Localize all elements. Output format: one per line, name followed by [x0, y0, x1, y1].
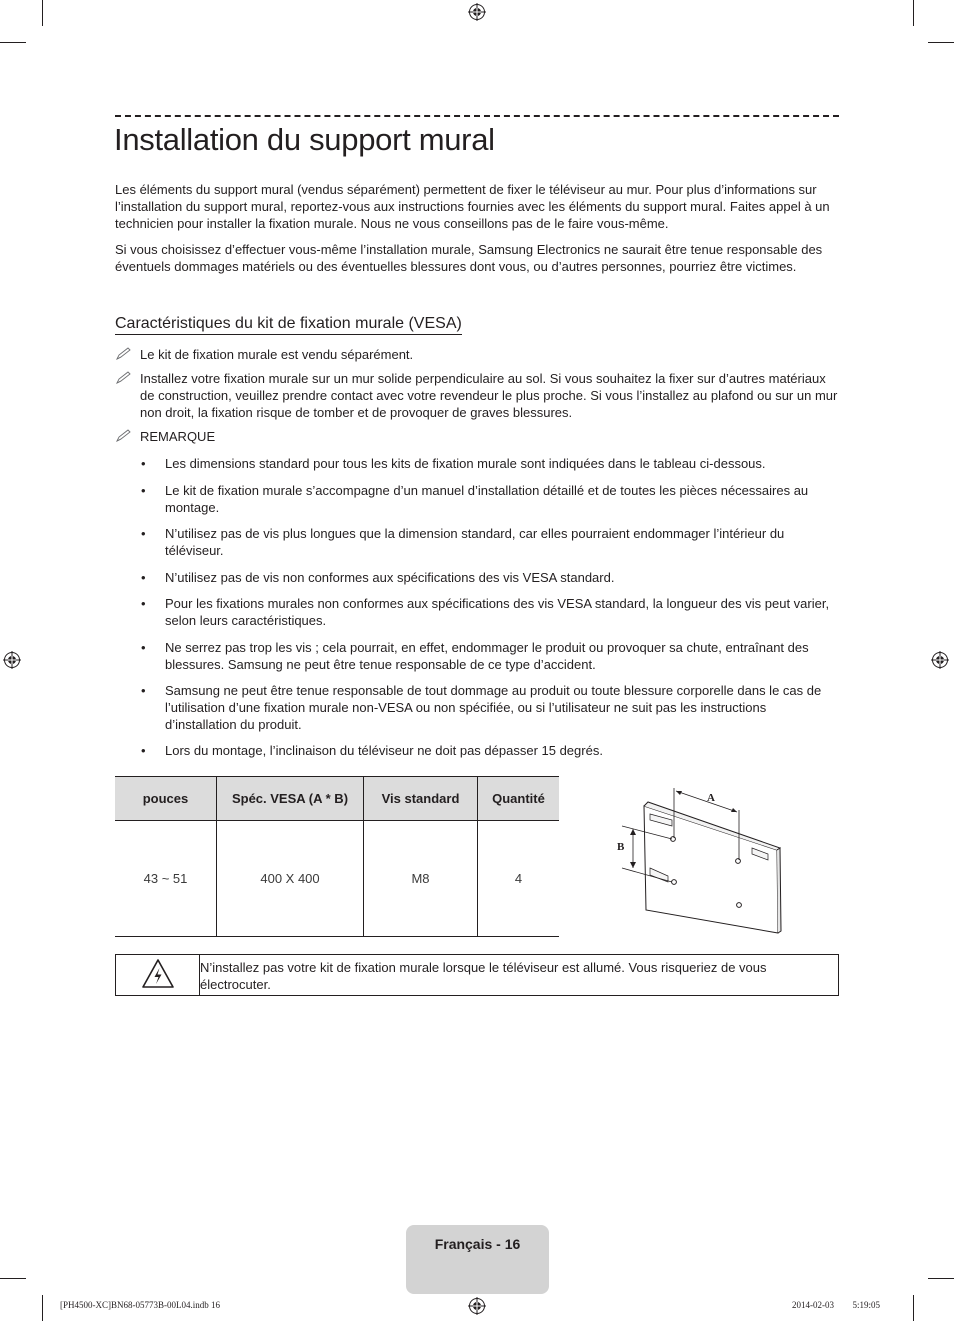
bullet-dot: •: [141, 683, 146, 698]
bullet-dot: •: [141, 743, 146, 758]
pencil-note-icon: [115, 429, 133, 443]
bullet-item: [141, 569, 839, 586]
page-title: Installation du support mural: [114, 122, 495, 157]
cell-vis-standard: M8: [364, 821, 478, 937]
bullet-text: Pour les fixations murales non conformes aux spécifications des vis VESA standard, la longueur des vis peut varier, selon leurs caractéristiques.: [165, 596, 830, 628]
page-label: Français - 16: [434, 1236, 521, 1252]
print-timestamp: 2014-02-03 ￿￿ 5:19:05: [792, 1300, 880, 1310]
bullet-item: [141, 682, 839, 733]
bullet-dot: •: [141, 456, 146, 471]
bullet-dot: •: [141, 596, 146, 611]
bullet-item: [141, 455, 839, 472]
pencil-note-icon: [115, 347, 133, 361]
column-header-quantite: Quantité: [478, 777, 560, 821]
bullet-item: [141, 482, 839, 516]
column-header-vesa-spec: Spéc. VESA (A * B): [217, 777, 364, 821]
bullet-item: [141, 525, 839, 559]
table-row: [115, 821, 559, 937]
warning-text: N’installez pas votre kit de fixation murale lorsque le téléviseur est allumé. Vous risqueriez de vous électrocuter.: [200, 960, 767, 992]
bullet-text: Les dimensions standard pour tous les kits de fixation murale sont indiquées dans le tableau ci-dessous.: [165, 456, 766, 471]
crop-mark: [913, 1295, 914, 1321]
bullet-dot: •: [141, 526, 146, 541]
cell-quantite: 4: [478, 821, 560, 937]
section-heading-vesa: Caractéristiques du kit de fixation murale (VESA): [115, 314, 462, 335]
bullet-dot: •: [141, 483, 146, 498]
bullet-item: [141, 639, 839, 673]
column-header-pouces: pouces: [115, 777, 217, 821]
cell-pouces: 43 ~ 51: [115, 821, 217, 937]
cell-vesa-spec: 400 X 400: [217, 821, 364, 937]
electric-shock-warning-icon: [141, 958, 175, 990]
crop-mark: [42, 0, 43, 26]
registration-mark-icon: [3, 651, 21, 669]
registration-mark-icon: [931, 651, 949, 669]
page-number-tab: [406, 1225, 549, 1294]
note-item: [115, 370, 839, 421]
warning-box: [115, 954, 839, 996]
bullet-text: N’utilisez pas de vis plus longues que la dimension standard, car elles pourraient endommager l’intérieur du téléviseur.: [165, 526, 785, 558]
bullet-text: Le kit de fixation murale s’accompagne d’un manuel d’installation détaillé et de toutes les pièces nécessaires au montage.: [165, 483, 809, 515]
bullet-text: Lors du montage, l’inclinaison du téléviseur ne doit pas dépasser 15 degrés.: [165, 743, 603, 758]
print-file-slug: [PH4500-XC]BN68-05773B-00L04.indb 16: [60, 1300, 220, 1310]
column-header-vis-standard: Vis standard: [364, 777, 478, 821]
bullet-text: N’utilisez pas de vis non conformes aux spécifications des vis VESA standard.: [165, 570, 615, 585]
crop-mark: [928, 42, 954, 43]
title-dashed-rule: [115, 115, 839, 117]
tv-back-vesa-diagram: [610, 780, 785, 940]
registration-mark-icon: [468, 3, 486, 21]
note-item: [115, 428, 839, 445]
crop-mark: [42, 1295, 43, 1321]
diagram-label-b: B: [617, 841, 625, 853]
pencil-note-icon: [115, 371, 133, 385]
crop-mark: [928, 1278, 954, 1279]
bullet-text: Samsung ne peut être tenue responsable de tout dommage au produit ou toute blessure corporelle dans le cas de l’utilisation d’une fixation murale non-VESA ou non spécifiée, ou si l’utilisateur ne suit pas les instructions d’installation du produit.: [165, 683, 822, 732]
crop-mark: [0, 42, 26, 43]
crop-mark: [0, 1278, 26, 1279]
note-item: [115, 346, 839, 363]
bullet-dot: •: [141, 570, 146, 585]
diagram-label-a: A: [707, 792, 715, 804]
bullet-text: Ne serrez pas trop les vis ; cela pourrait, en effet, endommager le produit ou provoquer sa chute, entraînant des blessures. Samsung ne peut être tenue responsable de ce type d’accident.: [165, 640, 809, 672]
bullet-dot: •: [141, 640, 146, 655]
bullet-item: [141, 742, 839, 759]
table-header-row: [115, 777, 559, 821]
crop-mark: [913, 0, 914, 26]
note-text: Installez votre fixation murale sur un mur solide perpendiculaire au sol. Si vous souhaitez la fixer sur d’autres matériaux de construction, veuillez prendre contact avec votre revendeur le plus proche. Si vous l’installez au plafond ou sur un mur non droit, la fixation risque de tomber et de provoquer de graves blessures.: [140, 371, 838, 420]
bullet-item: [141, 595, 839, 629]
intro-paragraph: Les éléments du support mural (vendus séparément) permettent de fixer le téléviseur au mur. Pour plus d’informations sur l’installation du support mural, reportez-vous aux instructions fournies avec les éléments du support mural. Faites appel à un technicien pour installer la fixation murale. Nous ne vous conseillons pas de le faire vous-même.: [115, 182, 830, 231]
intro-paragraph: Si vous choisissez d’effectuer vous-même l’installation murale, Samsung Electronics ne saurait être tenue responsable des éventuels dommages matériels ou des éventuelles blessures dont vous, ou d’autres personnes, pourriez être victimes.: [115, 242, 823, 274]
registration-mark-icon: [468, 1297, 486, 1315]
note-text: Le kit de fixation murale est vendu séparément.: [140, 347, 414, 362]
note-remarque-label: REMARQUE: [140, 429, 216, 444]
vesa-spec-table: [115, 776, 559, 937]
